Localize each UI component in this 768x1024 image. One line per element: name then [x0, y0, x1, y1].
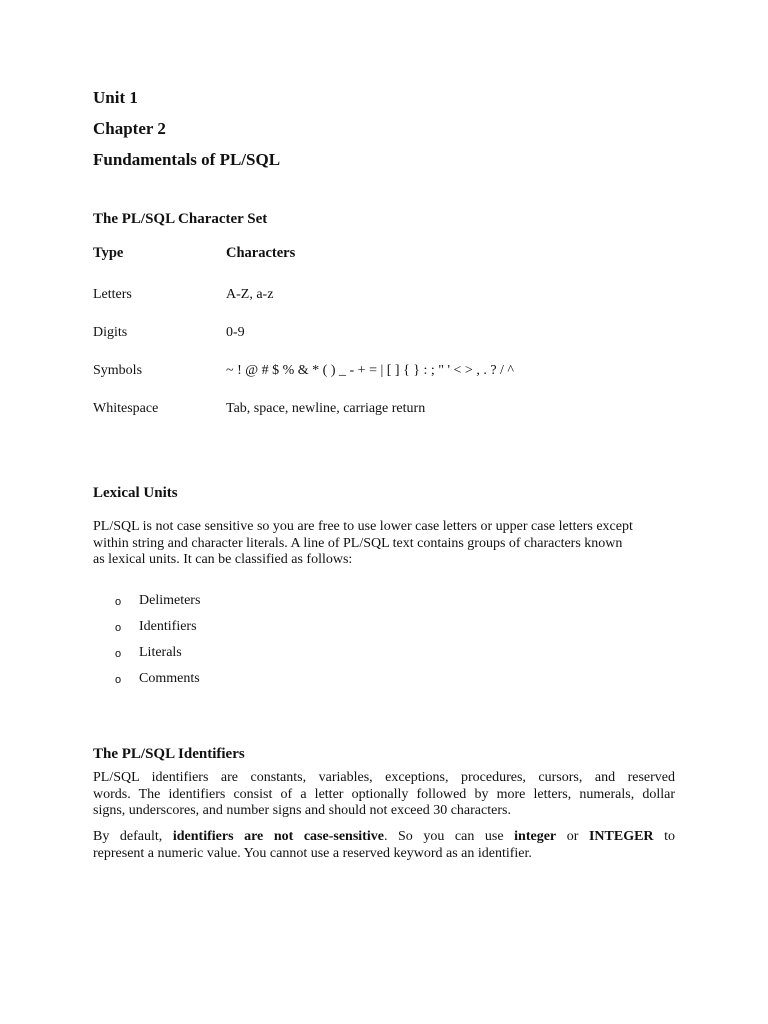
- bullet-icon: o: [115, 674, 122, 686]
- table-row: [93, 286, 675, 304]
- document-page: [93, 0, 675, 1024]
- chapter-heading: Chapter 2: [93, 119, 166, 138]
- list-item-label: Literals: [139, 645, 182, 660]
- charset-heading: The PL/SQL Character Set: [93, 211, 268, 227]
- lexical-units-paragraph: [93, 519, 675, 569]
- paragraph-line: as lexical units. It can be classified as follows:: [93, 552, 353, 567]
- text-run: or: [556, 829, 589, 844]
- paragraph-line: signs, underscores, and number signs and should not exceed 30 characters.: [93, 803, 511, 818]
- bold-text-run: integer: [514, 829, 557, 844]
- table-row: [93, 324, 675, 342]
- bold-text-run: INTEGER: [588, 829, 654, 844]
- text-run: By default,: [93, 829, 173, 844]
- paragraph-line: PL/SQL is not case sensitive so you are free to use lower case letters or upper case letters except: [93, 519, 633, 534]
- text-run: . So you can use: [383, 829, 515, 844]
- identifiers-heading: The PL/SQL Identifiers: [93, 746, 245, 762]
- case-sensitivity-paragraph: [93, 829, 675, 862]
- paragraph-line: words. The identifiers consist of a letter optionally followed by more letters, numerals, dollar: [93, 786, 675, 802]
- bullet-icon: o: [115, 596, 122, 608]
- list-item: [115, 618, 415, 636]
- bullet-icon: o: [115, 622, 122, 634]
- column-header-type: Type: [93, 245, 124, 261]
- list-item: [115, 644, 415, 662]
- table-row: [93, 362, 675, 380]
- row-type: Letters: [93, 287, 132, 302]
- row-type: Digits: [93, 325, 128, 340]
- list-item: [115, 592, 415, 610]
- bullet-icon: o: [115, 648, 122, 660]
- list-item: [115, 670, 415, 688]
- row-characters: ~ ! @ # $ % & * ( ) _ - + = | [ ] { } : ; " ' < > , . ? / ^: [226, 363, 515, 378]
- row-characters: Tab, space, newline, carriage return: [226, 401, 426, 416]
- paragraph-line: within string and character literals. A line of PL/SQL text contains groups of characters known: [93, 535, 623, 551]
- identifiers-paragraph: [93, 770, 675, 820]
- bold-text-run: identifiers are not case-sensitive: [172, 829, 384, 844]
- lexical-units-heading: Lexical Units: [93, 485, 178, 501]
- list-item-label: Identifiers: [139, 619, 197, 634]
- column-header-characters: Characters: [226, 245, 296, 261]
- page-title: Fundamentals of PL/SQL: [93, 150, 281, 169]
- text-run: to: [653, 829, 675, 844]
- paragraph-line: PL/SQL identifiers are constants, variables, exceptions, procedures, cursors, and reserved: [93, 770, 675, 785]
- row-characters: 0-9: [226, 325, 245, 340]
- unit-heading: Unit 1: [93, 88, 138, 107]
- row-type: Symbols: [93, 363, 143, 378]
- list-item-label: Comments: [139, 671, 200, 686]
- table-header-row: [93, 244, 675, 262]
- list-item-label: Delimeters: [139, 593, 201, 608]
- paragraph-line: represent a numeric value. You cannot use a reserved keyword as an identifier.: [93, 845, 532, 861]
- row-type: Whitespace: [93, 401, 159, 416]
- paragraph-line: [93, 829, 675, 846]
- row-characters: A-Z, a-z: [226, 287, 274, 302]
- table-row: [93, 400, 675, 418]
